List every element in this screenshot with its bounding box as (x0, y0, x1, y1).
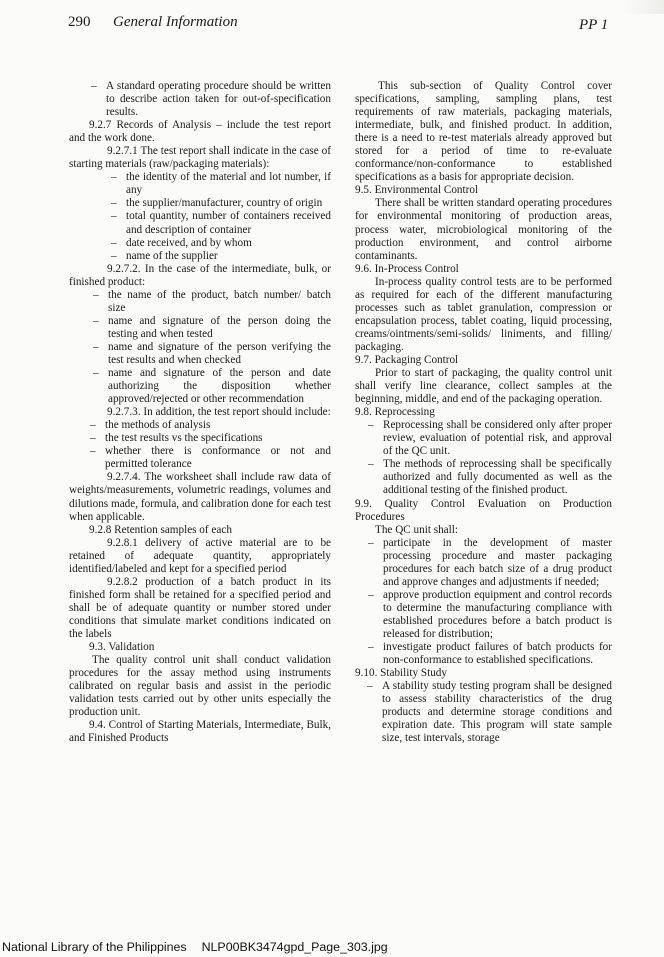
reprocessing-list (383, 419, 612, 497)
page-number: 290 (68, 14, 91, 30)
paragraph: 9.2.7.1 The test report shall indicate in the case of starting materials (raw/packaging materials): (69, 145, 331, 171)
left-column (69, 80, 331, 745)
paragraph: There shall be written standard operating procedures for environmental monitoring of production areas, process water, microbiological monitoring of the production environment, and control airborne contaminants. (355, 197, 612, 262)
stability-list (382, 680, 612, 745)
library-name: National Library of the Philippines (2, 940, 187, 954)
list-item: – the identity of the material and lot number, if any (126, 171, 331, 197)
paragraph: In-process quality control tests are to be performed as required for each of the different manufacturing processes such as tablet granulation, compression or encapsulation process, tablet coating, liquid processing, creams/ointments/semi-solids/ liniments, and filling/ packaging. (355, 275, 612, 353)
section-heading: 9.2.7 Records of Analysis – include the test report and the work done. (69, 119, 331, 145)
list-item: – total quantity, number of containers received and description of container (126, 210, 331, 236)
paragraph: The quality control unit shall conduct validation procedures for the assay method using instruments calibrated on regular basis and assist in the periodic validation tests carried out by other units especially the production unit. (69, 654, 331, 719)
paragraph: 9.2.8.1 delivery of active material are to be retained of adequate quantity, appropriately identified/labeled and kept for a specified period (69, 536, 331, 575)
scan-artifact (622, 0, 664, 14)
list-item: – name of the supplier (126, 250, 331, 263)
list-item: – the supplier/manufacturer, country of origin (126, 197, 331, 210)
section-heading: 9.7. Packaging Control (355, 353, 459, 366)
paragraph: The QC unit shall: (375, 523, 458, 536)
paragraph: This sub-section of Quality Control cover specifications, sampling, sampling plans, test requirements of raw materials, packaging materials, intermediate, bulk, and finished product. In addition, there is a need to re-test materials already approved but stored for a period of time to re-evaluate conformance/non-conformance to established specifications as a basis for appropriate decision. (355, 80, 612, 184)
section-code: PP 1 (579, 17, 609, 33)
section-heading: 9.4. Control of Starting Materials, Intermediate, Bulk, and Finished Products (69, 719, 331, 745)
qc-duties-list (383, 537, 612, 667)
file-name: NLP00BK3474gpd_Page_303.jpg (201, 940, 388, 954)
paragraph: Prior to start of packaging, the quality control unit shall verify line clearance, collect samples at the beginning, middle, and end of the packaging operation. (355, 367, 612, 406)
section-heading: 9.5. Environmental Control (355, 184, 479, 197)
product-list (108, 289, 331, 406)
section-heading: 9.9. Quality Control Evaluation on Production Procedures (355, 497, 612, 523)
paragraph: 9.2.7.2. In the case of the intermediate, bulk, or finished product: (69, 262, 331, 288)
list-item: – A stability study testing program shall be designed to assess stability characteristics of the drug products and determine storage conditions and expiration date. This program will state sample size, test intervals, storage (382, 680, 612, 745)
section-heading: 9.3. Validation (89, 641, 155, 654)
list-item: – date received, and by whom (126, 237, 331, 250)
section-heading: 9.6. In-Process Control (355, 262, 459, 275)
list-item: – the test results vs the specifications (105, 432, 331, 445)
list-item: – name and signature of the person doing the testing and when tested (108, 315, 331, 341)
oos-list (106, 80, 331, 119)
right-column (355, 80, 612, 745)
section-heading: 9.10. Stability Study (355, 667, 447, 680)
list-item: – The methods of reprocessing shall be specifically authorized and fully documented as well as the additional testing of the finished product. (383, 458, 612, 497)
section-heading: 9.2.8 Retention samples of each (89, 523, 232, 536)
paragraph: 9.2.8.2 production of a batch product in its finished form shall be retained for a specified period and shall be of adequate quantity or number stored under conditions that simulate market conditions indicated on the labels (69, 575, 331, 640)
list-item: – participate in the development of master processing procedure and master packaging procedures for each batch size of a drug product and approve changes and adjustments if needed; (383, 537, 612, 589)
running-title: General Information (113, 14, 238, 30)
list-item: – investigate product failures of batch products for non-conformance to established specifications. (383, 641, 612, 667)
paragraph: 9.2.7.4. The worksheet shall include raw data of weights/measurements, volumetric readings, volumes and dilutions made, formula, and calibration done for each test when applicable. (69, 471, 331, 523)
paragraph: 9.2.7.3. In addition, the test report should include: (107, 406, 331, 419)
footer-caption (2, 940, 388, 954)
list-item: – A standard operating procedure should be written to describe action taken for out-of-specification results. (106, 80, 331, 119)
list-item: – the methods of analysis (105, 419, 331, 432)
raw-material-list (126, 171, 331, 262)
list-item: – whether there is conformance or not and permitted tolerance (105, 445, 331, 471)
list-item: – name and signature of the person verifying the test results and when checked (108, 341, 331, 367)
list-item: – the name of the product, batch number/ batch size (108, 289, 331, 315)
report-list (105, 419, 331, 471)
list-item: – name and signature of the person and date authorizing the disposition whether approved/rejected or other recommendation (108, 367, 331, 406)
list-item: – Reprocessing shall be considered only after proper review, evaluation of potential risk, and approval of the QC unit. (383, 419, 612, 458)
section-heading: 9.8. Reprocessing (355, 406, 435, 419)
list-item: – approve production equipment and control records to determine the manufacturing compliance with established procedures before a batch product is released for distribution; (383, 589, 612, 641)
